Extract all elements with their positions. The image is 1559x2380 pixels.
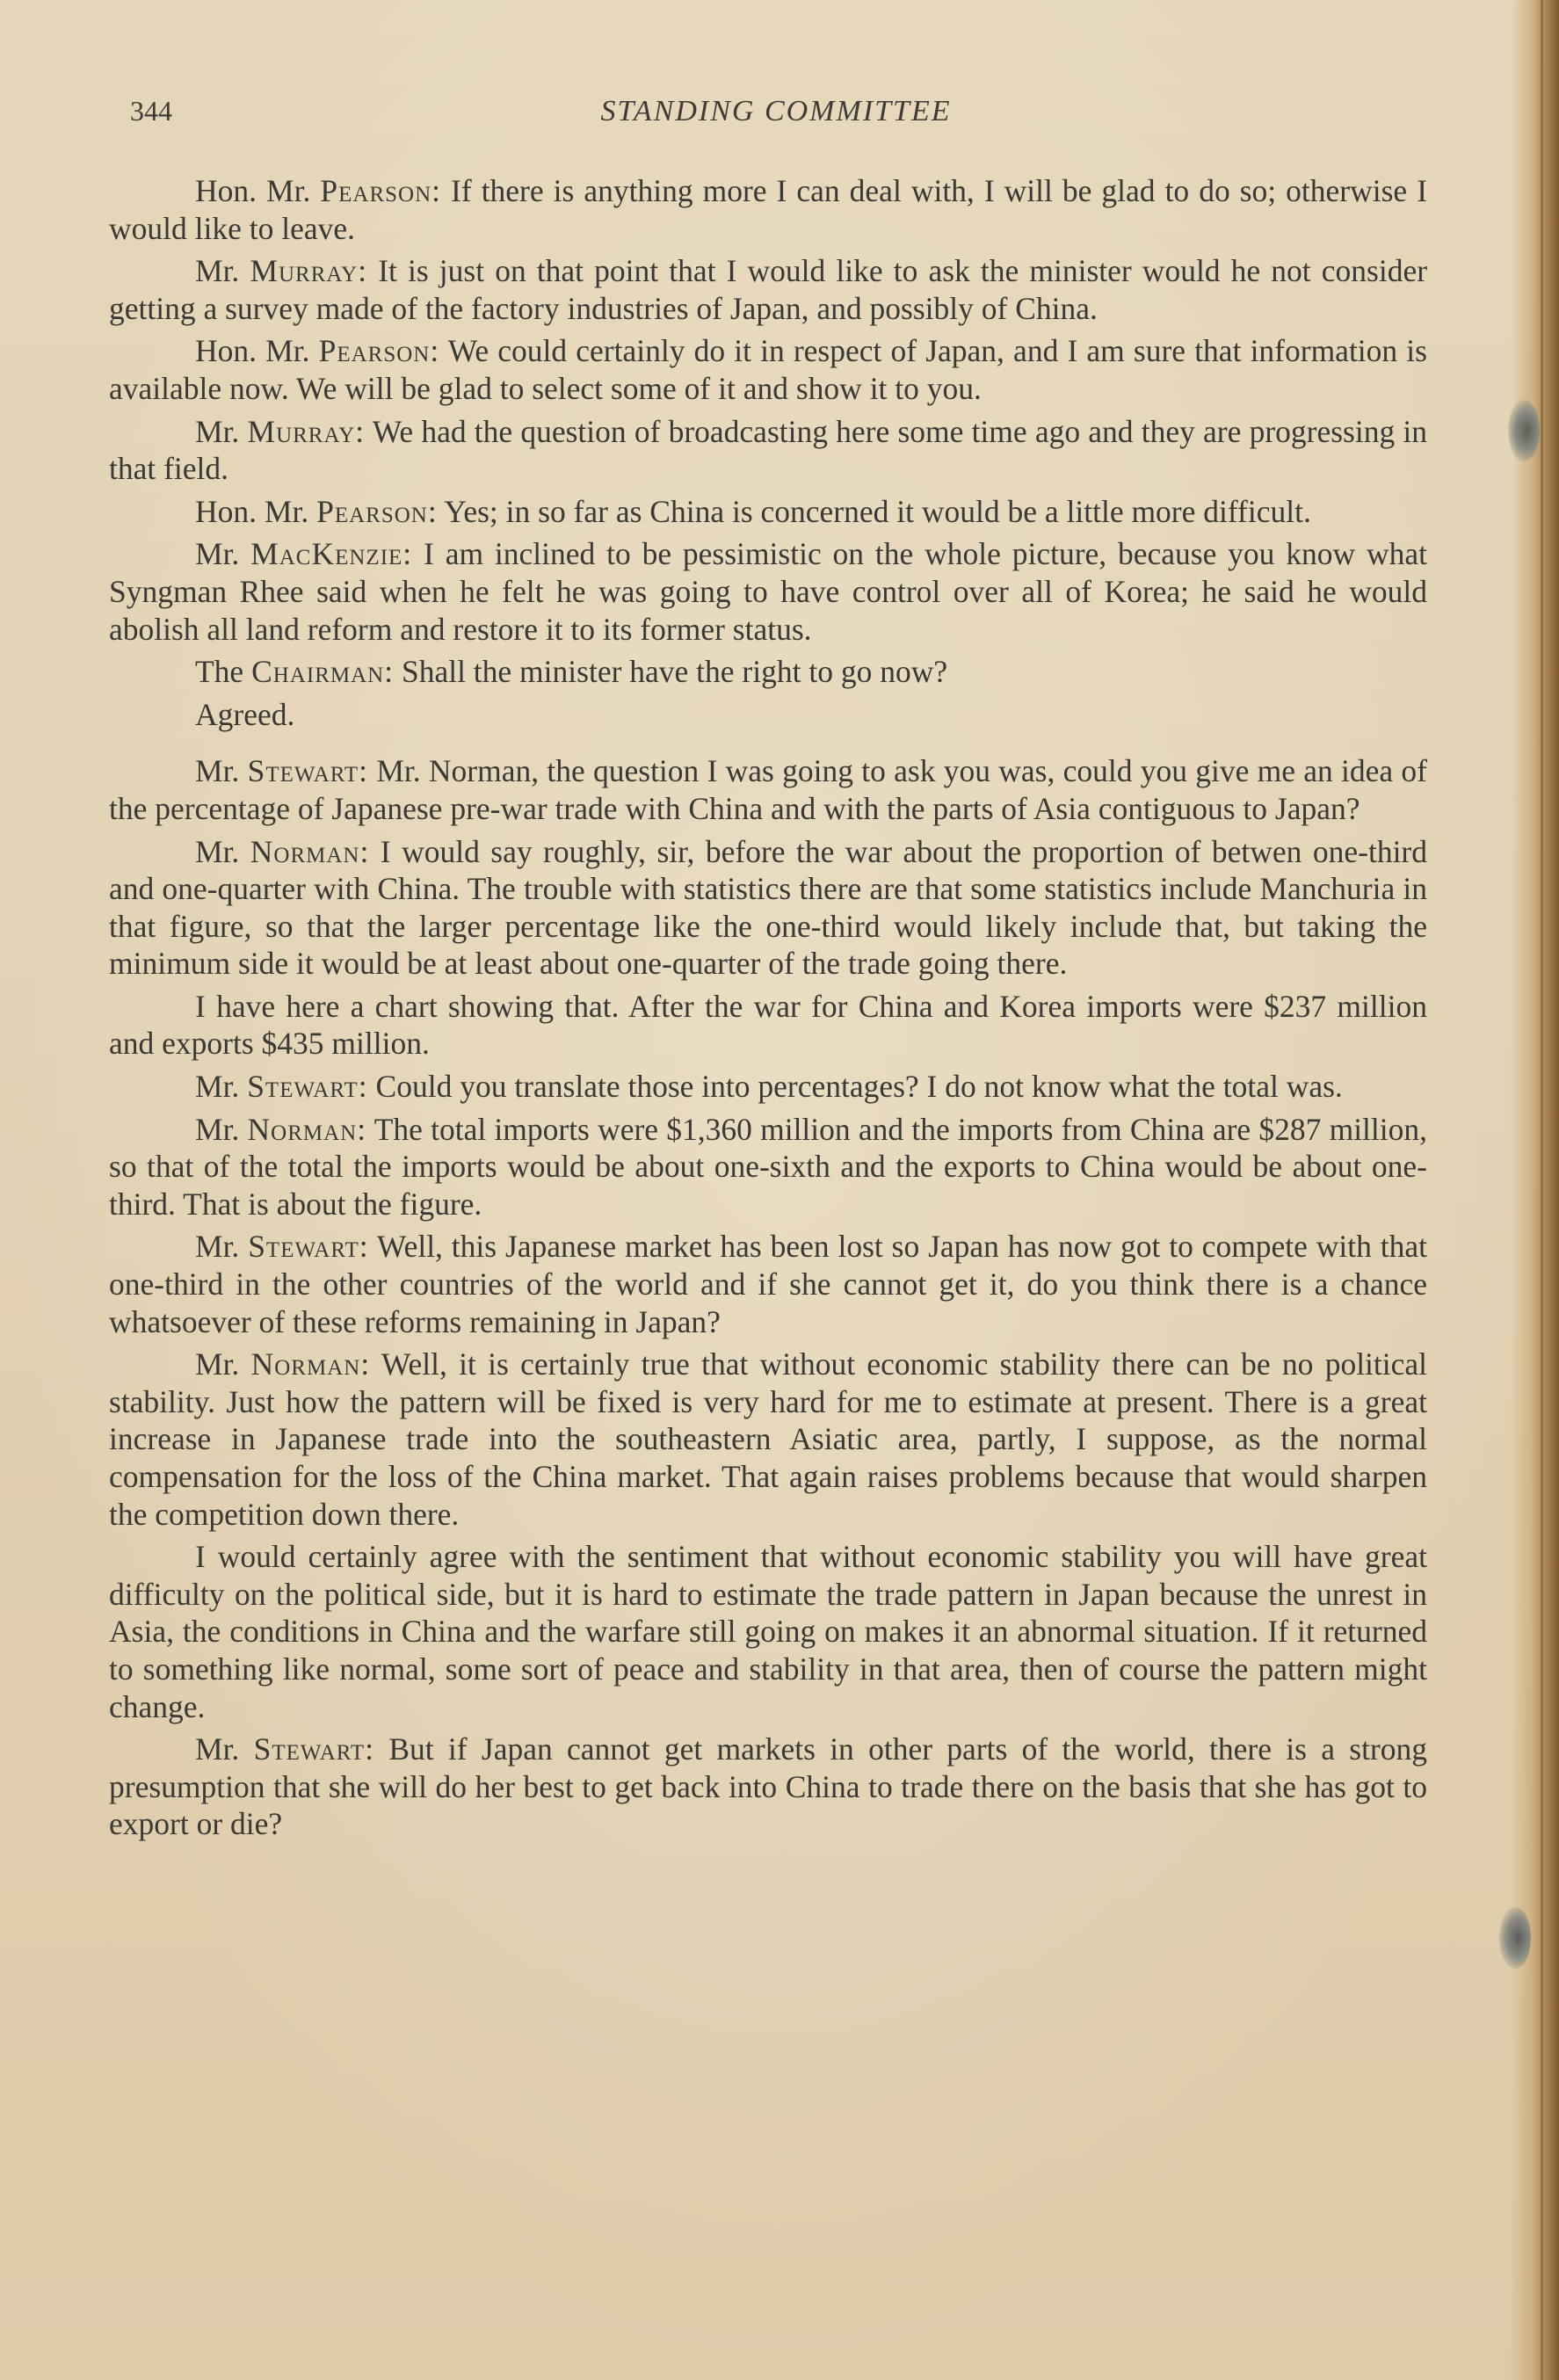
speaker-prefix: Mr. bbox=[195, 1069, 240, 1105]
speaker-name: Norman: bbox=[250, 1346, 371, 1382]
page-edge-line bbox=[1541, 0, 1543, 2380]
speaker-name: Pearson: bbox=[320, 173, 441, 208]
paragraph-text: Mr. Norman, the question I was going to ask you was, could you give me an idea of the percentage of Japanese pre-war trade with China and with the parts of Asia contiguous to Japan? bbox=[109, 753, 1427, 826]
speaker-name: Murray: bbox=[250, 253, 368, 289]
binding-hole-bottom bbox=[1499, 1907, 1531, 1969]
speaker-prefix: Mr. bbox=[195, 753, 240, 789]
paragraph bbox=[109, 1111, 1427, 1223]
paragraph bbox=[109, 535, 1427, 648]
paragraph-text: But if Japan cannot get markets in other parts of the world, there is a strong presumption that she will do her best to get back into China to trade there on the basis that she has got to export or die? bbox=[109, 1731, 1428, 1842]
page-header bbox=[130, 95, 1422, 139]
paragraph bbox=[109, 988, 1427, 1063]
paragraph bbox=[109, 1346, 1427, 1533]
speaker-name: Chairman: bbox=[251, 654, 395, 690]
paragraph-text: I would say roughly, sir, before the war about the proportion of betwen one-third and one-quarter with China. The trouble with statistics there are that some statistics include Manchuria in that figure, so that the larger percentage like the one-third would likely include that, but taking the minimum side it would be at least about one-quarter of the trade going there. bbox=[109, 833, 1428, 982]
speaker-prefix: Hon. Mr. bbox=[195, 493, 309, 529]
paragraph bbox=[109, 833, 1427, 983]
paragraph bbox=[109, 696, 1427, 734]
speaker-name: Stewart: bbox=[253, 1731, 375, 1767]
paragraph-text: I have here a chart showing that. After the war for China and Korea imports were $237 million and exports $435 million. bbox=[109, 988, 1427, 1062]
speaker-prefix: Mr. bbox=[195, 253, 240, 289]
paragraph bbox=[109, 1731, 1427, 1843]
page-number: 344 bbox=[130, 95, 172, 127]
paragraph bbox=[109, 752, 1427, 827]
paragraph-text: If there is anything more I can deal with, I will be glad to do so; otherwise I would like to leave. bbox=[109, 173, 1428, 246]
paragraph bbox=[109, 1228, 1427, 1340]
paragraph-text: Could you translate those into percentages? I do not know what the total was. bbox=[375, 1069, 1343, 1105]
paragraph bbox=[109, 252, 1427, 327]
paragraph-text: Well, this Japanese market has been lost so Japan has now got to compete with that one-third in the other countries of the world and if she cannot get it, do you think there is a chance whatsoever of these reforms remaining in Japan? bbox=[109, 1229, 1428, 1339]
page-edge-shadow bbox=[1511, 0, 1559, 2380]
speaker-name: Pearson: bbox=[318, 333, 440, 369]
paragraph bbox=[109, 332, 1427, 407]
paragraph-text: I am inclined to be pessimistic on the whole picture, because you know what Syngman Rhee said when he felt he was going to have control over all of Korea; he said he would abolish all land reform and restore it to its former status. bbox=[109, 536, 1428, 647]
paragraph-text: The total imports were $1,360 million and the imports from China are $287 million, so that of the total the imports would be about one-sixth and the exports to China would be about one-third. That is about the figure. bbox=[109, 1111, 1428, 1222]
speaker-prefix: Mr. bbox=[195, 536, 240, 572]
speaker-prefix: Mr. bbox=[195, 1229, 240, 1265]
paragraph bbox=[109, 172, 1427, 247]
paragraph-text: Shall the minister have the right to go now? bbox=[401, 654, 948, 690]
speaker-name: Stewart: bbox=[248, 1229, 369, 1265]
paragraph-text: Agreed. bbox=[195, 696, 295, 732]
paragraph-text: Well, it is certainly true that without economic stability there can be no political stability. Just how the pattern will be fixed is very hard for me to estimate at present. There is a great increase in Japanese trade into the southeastern Asiatic area, partly, I suppose, as the normal compensation for the loss of the China market. That again raises problems because that would sharpen the competition down there. bbox=[109, 1346, 1428, 1532]
paragraph-text: I would certainly agree with the sentiment that without economic stability you will have great difficulty on the political side, but it is hard to estimate the trade pattern in Japan because the unrest in Asia, the conditions in China and the warfare still going on makes it an abnormal situation. If it returned to something like normal, some sort of peace and stability in that area, then of course the pattern might change. bbox=[109, 1539, 1427, 1724]
paragraph bbox=[109, 493, 1427, 531]
speaker-prefix: Mr. bbox=[195, 1111, 240, 1147]
speaker-name: Murray: bbox=[247, 413, 366, 449]
paragraph-text: It is just on that point that I would like to ask the minister would he not consider getting a survey made of the factory industries of Japan, and possibly of China. bbox=[109, 253, 1428, 326]
speaker-prefix: Mr. bbox=[195, 833, 240, 869]
paragraph bbox=[109, 653, 1427, 691]
speaker-prefix: Mr. bbox=[195, 1731, 240, 1767]
paragraph-text: We had the question of broadcasting here some time ago and they are progressing in that field. bbox=[109, 413, 1428, 487]
paragraph bbox=[109, 413, 1427, 488]
running-title: STANDING COMMITTEE bbox=[600, 95, 952, 127]
paragraph bbox=[109, 1068, 1427, 1106]
speaker-prefix: Hon. Mr. bbox=[195, 333, 310, 369]
speaker-name: Stewart: bbox=[247, 753, 369, 789]
speaker-prefix: Mr. bbox=[195, 1346, 240, 1382]
paragraph-text: Yes; in so far as China is concerned it would be a little more difficult. bbox=[444, 493, 1311, 529]
paragraph-text: We could certainly do it in respect of Japan, and I am sure that information is available now. We will be glad to select some of it and show it to you. bbox=[109, 333, 1427, 406]
speaker-name: MacKenzie: bbox=[250, 536, 413, 572]
paragraph bbox=[109, 1538, 1427, 1725]
speaker-prefix: Mr. bbox=[195, 413, 240, 449]
transcript-body bbox=[109, 172, 1427, 1848]
speaker-prefix: The bbox=[195, 654, 244, 690]
binding-hole-top bbox=[1508, 400, 1540, 461]
speaker-prefix: Hon. Mr. bbox=[195, 173, 311, 208]
speaker-name: Pearson: bbox=[316, 493, 438, 529]
speaker-name: Norman: bbox=[247, 1111, 367, 1147]
speaker-name: Norman: bbox=[250, 833, 370, 869]
speaker-name: Stewart: bbox=[247, 1069, 368, 1105]
